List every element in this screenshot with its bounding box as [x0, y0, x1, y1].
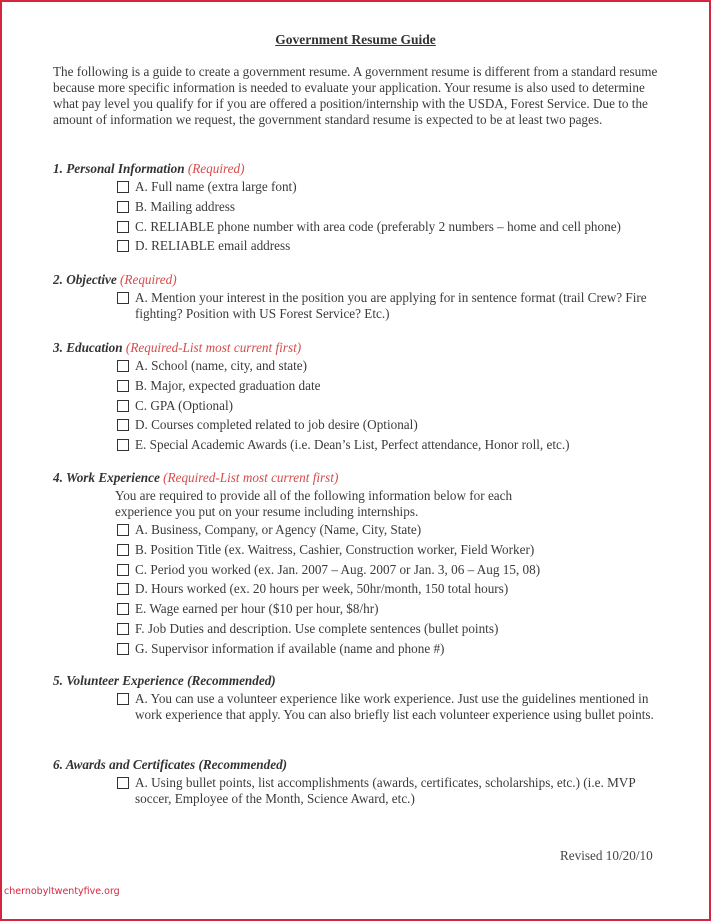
section-title: Objective: [66, 272, 117, 287]
checklist-item: [53, 437, 673, 453]
item-text: A. Using bullet points, list accomplishments (awards, certificates, scholarships, etc.) (i.e. MVP soccer, Employee of the Month, Science Award, etc.): [135, 775, 636, 806]
section-volunteer-experience: [53, 673, 673, 727]
checklist-item: [53, 641, 673, 657]
section-number: 3.: [53, 340, 63, 355]
item-text: E. Wage earned per hour ($10 per hour, $8/hr): [135, 601, 379, 617]
recommended-tag: (Recommended): [187, 673, 276, 688]
checklist-item: [53, 378, 673, 394]
checklist-item: [53, 398, 673, 414]
checkbox[interactable]: [117, 643, 129, 655]
checkbox[interactable]: [117, 693, 129, 705]
checklist-item: [53, 542, 673, 558]
recommended-tag: (Recommended): [198, 757, 288, 772]
required-tag: (Required): [120, 272, 177, 287]
section-work-experience: [53, 470, 673, 661]
section-heading: [53, 340, 673, 358]
checklist-item: [53, 358, 673, 374]
section-title: Awards and Certificates: [65, 757, 196, 772]
required-tag: (Required-List most current first): [125, 340, 302, 355]
item-text: C. GPA (Optional): [135, 397, 234, 413]
section-number: 6.: [53, 757, 63, 772]
item-text: B. Mailing address: [135, 198, 235, 214]
checkbox[interactable]: [117, 524, 129, 536]
checkbox[interactable]: [117, 564, 129, 576]
item-text: F. Job Duties and description. Use complete sentences (bullet points): [135, 620, 499, 636]
section-number: 4.: [53, 470, 63, 485]
item-text: E. Special Academic Awards (i.e. Dean’s List, Perfect attendance, Honor roll, etc.): [135, 437, 570, 453]
checklist-item: [53, 522, 673, 538]
item-text: B. Position Title (ex. Waitress, Cashier, Construction worker, Field Worker): [135, 541, 535, 557]
item-text: G. Supervisor information if available (name and phone #): [135, 640, 445, 656]
checkbox[interactable]: [117, 603, 129, 615]
item-text: A. School (name, city, and state): [135, 358, 307, 373]
section-heading: [53, 470, 673, 488]
checklist-item: [53, 562, 673, 578]
section-heading: [53, 272, 673, 290]
checkbox[interactable]: [117, 400, 129, 412]
checkbox[interactable]: [117, 544, 129, 556]
checklist-item: [53, 621, 673, 637]
section-heading: [53, 161, 673, 179]
checkbox[interactable]: [117, 181, 129, 193]
checkbox[interactable]: [117, 419, 129, 431]
checkbox[interactable]: [117, 221, 129, 233]
checkbox[interactable]: [117, 380, 129, 392]
section-title: Education: [66, 340, 123, 355]
checkbox[interactable]: [117, 623, 129, 635]
item-text: D. RELIABLE email address: [135, 238, 291, 254]
section-heading: [53, 757, 673, 775]
page-title: Government Resume Guide: [275, 32, 436, 47]
section-number: 5.: [53, 673, 63, 688]
section-number: 2.: [53, 272, 63, 287]
section-objective: [53, 272, 673, 326]
item-text: A. Full name (extra large font): [135, 179, 297, 194]
section-title: Work Experience: [65, 470, 160, 485]
checkbox[interactable]: [117, 292, 129, 304]
section-personal-information: [53, 161, 673, 258]
revised-date: Revised 10/20/10: [560, 848, 653, 863]
checkbox[interactable]: [117, 201, 129, 213]
section-heading: [53, 673, 673, 691]
section-education: [53, 340, 673, 457]
checklist-item: [53, 238, 673, 254]
section-title: Volunteer Experience: [66, 673, 184, 688]
checkbox[interactable]: [117, 360, 129, 372]
checkbox[interactable]: [117, 439, 129, 451]
checklist-item: [53, 691, 660, 723]
watermark-url[interactable]: chernobyltwentyfive.org: [4, 886, 120, 897]
checklist-item: [53, 601, 673, 617]
section-awards-and-certificates: [53, 757, 673, 811]
intro-paragraph: The following is a guide to create a government resume. A government resume is different from a standard resume because more specific information is needed to evaluate your application. Your resume is also used to determine what pay level you qualify for if you are offered a position/internship with the USDA, Forest Service. Due to the amount of information we request, the government standard resume is expected to be at least two pages.: [53, 64, 658, 127]
item-text: A. You can use a volunteer experience like work experience. Just use the guidelines mentioned in work experience that apply. You can also briefly list each volunteer experience using bullet points.: [135, 691, 654, 722]
item-text: B. Major, expected graduation date: [135, 377, 321, 393]
required-tag: (Required): [187, 161, 245, 176]
checklist-item: [53, 290, 655, 322]
checklist-item: [53, 417, 673, 433]
checklist-item: [53, 775, 660, 807]
item-text: D. Hours worked (ex. 20 hours per week, 50hr/month, 150 total hours): [135, 581, 509, 597]
checkbox[interactable]: [117, 240, 129, 252]
item-text: C. RELIABLE phone number with area code (preferably 2 numbers – home and cell phone): [135, 218, 621, 234]
checkbox[interactable]: [117, 777, 129, 789]
section-number: 1.: [53, 161, 63, 176]
section-title: Personal Information: [66, 161, 185, 176]
checkbox[interactable]: [117, 583, 129, 595]
checklist-item: [53, 179, 673, 195]
item-text: A. Mention your interest in the position you are applying for in sentence format (trail Crew? Fire fighting? Position with US Forest Service? Etc.): [135, 290, 647, 321]
checklist-item: [53, 219, 673, 235]
item-text: A. Business, Company, or Agency (Name, City, State): [135, 522, 422, 537]
checklist-item: [53, 581, 673, 597]
item-text: C. Period you worked (ex. Jan. 2007 – Aug. 2007 or Jan. 3, 06 – Aug 15, 08): [135, 561, 541, 577]
checklist-item: [53, 199, 673, 215]
section-note: You are required to provide all of the following information below for each experience you put on your resume including internships.: [115, 488, 513, 519]
required-tag: (Required-List most current first): [163, 470, 339, 485]
item-text: D. Courses completed related to job desire (Optional): [135, 417, 418, 433]
